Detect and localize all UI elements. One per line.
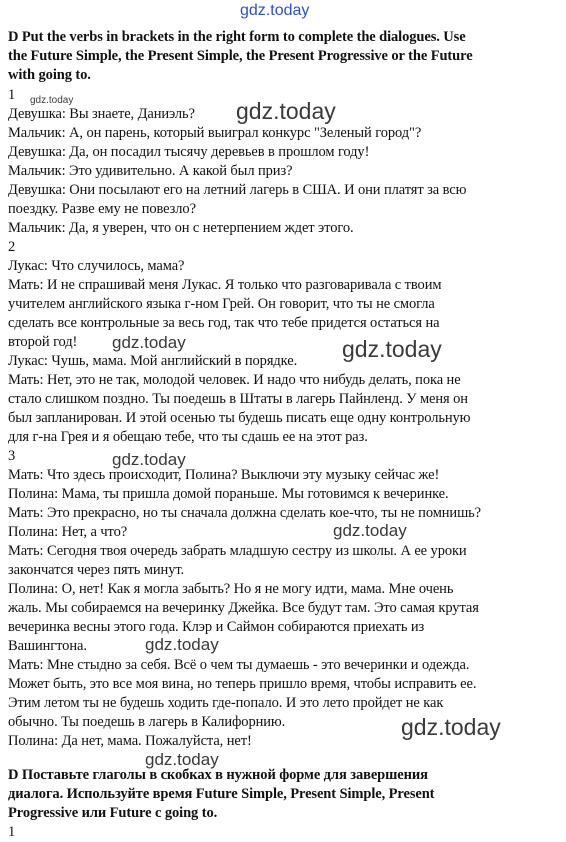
watermark-logo: gdz.today	[145, 750, 219, 769]
dialogue-1-line: Мальчик: А, он парень, который выиграл конкурс "Зеленый город"?	[8, 125, 422, 141]
dialogue-2-line: Лукас: Чушь, мама. Мой английский в порядке.	[8, 353, 298, 369]
task-instruction-ru-line-3: Progressive или Future с going to.	[8, 805, 218, 821]
dialogue-3-line: Мать: Что здесь происходит, Полина? Выключи эту музыку сейчас же!	[8, 467, 440, 483]
dialogue-2-line: стало слишком поздно. Ты поедешь в Штаты в лагерь Пайнленд. У меня он	[8, 391, 468, 407]
task-instruction-ru-line-1: D Поставьте глаголы в скобках в нужной форме для завершения	[8, 767, 428, 783]
task-instruction-en-line-2: the Future Simple, the Present Simple, the Present Progressive or the Future	[8, 48, 473, 64]
dialogue-3-line: Мать: Это прекрасно, но ты сначала должна сделать кое-что, ты не помнишь?	[8, 505, 481, 521]
dialogue-1-line: Девушка: Вы знаете, Даниэль?	[8, 106, 195, 122]
dialogue-3-line: Полина: Нет, а что?	[8, 524, 128, 540]
dialogue-1-line: Мальчик: Это удивительно. А какой был приз?	[8, 163, 293, 179]
dialogue-2-line: учителем английского языка г-ном Грей. Он говорит, что ты не смогла	[8, 296, 435, 312]
dialogue-3-line: Вашингтона.	[8, 638, 87, 654]
dialogue-2-line: для г-на Грея и я обещаю тебе, что ты сдашь ее на этот раз.	[8, 429, 368, 445]
dialogue-2-line: был запланирован. И этой осенью ты будешь писать еще одну контрольную	[8, 410, 471, 426]
dialogue-3-line: закончатся через пять минут.	[8, 562, 185, 578]
watermark-logo: gdz.today	[112, 333, 186, 352]
dialogue-3-line: Полина: Мама, ты пришла домой пораньше. Мы готовимся к вечеринке.	[8, 486, 449, 502]
task-ru-number: 1	[8, 824, 16, 840]
dialogue-3-line: Полина: Да нет, мама. Пожалуйста, нет!	[8, 733, 252, 749]
task-instruction-en-line-3: with going to.	[8, 67, 91, 83]
task-instruction-en-line-1: D Put the verbs in brackets in the right form to complete the dialogues. Use	[8, 29, 466, 45]
dialogue-3-line: жаль. Мы собираемся на вечеринку Джейка. Все будут там. Это самая крутая	[8, 600, 479, 616]
dialogue-3-line: вечеринка весны этого года. Клэр и Саймон собираются приехать из	[8, 619, 425, 635]
dialogue-3-line: Полина: О, нет! Как я могла забыть? Но я не могу идти, мама. Мне очень	[8, 581, 454, 597]
dialogue-2-line: Лукас: Что случилось, мама?	[8, 258, 185, 274]
dialogue-2-number: 2	[8, 239, 16, 255]
watermark-logo: gdz.today	[30, 95, 74, 106]
dialogue-2-line: сделать все контрольные за весь год, так что тебе придется остаться на	[8, 315, 440, 331]
dialogue-1-number: 1	[8, 87, 16, 103]
watermark-logo: gdz.today	[240, 2, 310, 19]
watermark-logo: gdz.today	[333, 521, 407, 540]
dialogue-1-line: поездку. Разве ему не повезло?	[8, 201, 196, 217]
dialogue-3-line: Мать: Мне стыдно за себя. Всё о чем ты думаешь - это вечеринки и одежда.	[8, 657, 470, 673]
dialogue-3-line: обычно. Ты поедешь в лагерь в Калифорнию.	[8, 714, 286, 730]
dialogue-2-line: Мать: Нет, это не так, молодой человек. И надо что нибудь делать, пока не	[8, 372, 461, 388]
dialogue-1-line: Девушка: Да, он посадил тысячу деревьев в прошлом году!	[8, 144, 370, 160]
dialogue-3-number: 3	[8, 448, 16, 464]
dialogue-3-line: Этим летом ты не будешь ходить где-попало. И это лето пройдет не как	[8, 695, 444, 711]
watermark-logo: gdz.today	[145, 635, 219, 654]
dialogue-3-line: Мать: Сегодня твоя очередь забрать младшую сестру из школы. А ее уроки	[8, 543, 467, 559]
dialogue-1-line: Мальчик: Да, я уверен, что он с нетерпением ждет этого.	[8, 220, 354, 236]
task-instruction-ru-line-2: диалога. Используйте время Future Simple, Present Simple, Present	[8, 786, 435, 802]
dialogue-2-line: Мать: И не спрашивай меня Лукас. Я только что разговаривала с твоим	[8, 277, 442, 293]
dialogue-2-line: второй год!	[8, 334, 78, 350]
watermark-logo: gdz.today	[112, 450, 186, 469]
dialogue-1-line: Девушка: Они посылают его на летний лагерь в США. И они платят за всю	[8, 182, 467, 198]
dialogue-3-line: Может быть, это все моя вина, но теперь пришло время, чтобы исправить ее.	[8, 676, 477, 692]
watermark-logo: gdz.today	[236, 98, 336, 124]
watermark-logo: gdz.today	[401, 714, 501, 740]
watermark-logo: gdz.today	[342, 336, 442, 362]
